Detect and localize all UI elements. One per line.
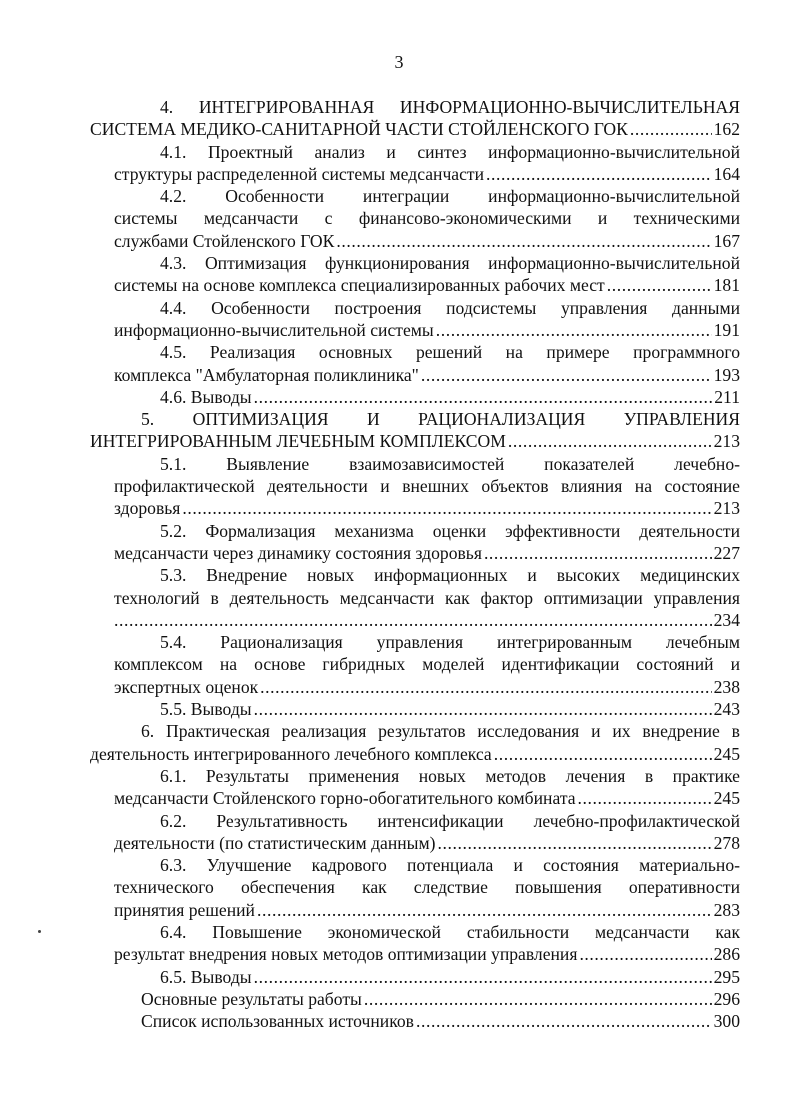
toc-page: 213	[713, 431, 740, 452]
toc-title: экспертных оценок	[114, 676, 259, 697]
toc-line: 4.1. Проектный анализ и синтез информационно-вычислительной	[160, 141, 740, 162]
toc-page: 191	[713, 319, 740, 340]
toc-page: 227	[713, 542, 740, 563]
toc-page: 283	[713, 899, 740, 920]
toc-line-last	[114, 787, 740, 809]
toc-line-last	[90, 430, 740, 452]
toc-page: 211	[714, 386, 740, 407]
leader-dots	[114, 609, 712, 631]
toc-line-last	[114, 163, 740, 185]
toc-entry	[114, 698, 740, 720]
leader-dots	[578, 787, 712, 809]
toc-line-last	[114, 542, 740, 564]
leader-dots	[254, 966, 712, 988]
leader-dots	[630, 118, 712, 140]
toc-title: службами Стойленского ГОК	[114, 230, 335, 251]
toc-line-last	[114, 386, 740, 408]
toc-title: информационно-вычислительной системы	[114, 319, 434, 340]
toc-line: 5.3. Внедрение новых информационных и высоких медицинских	[160, 565, 740, 586]
toc-page: 243	[713, 699, 740, 720]
toc-line-last	[90, 118, 740, 140]
toc-line: 6.4. Повышение экономической стабильности медсанчасти как	[160, 921, 740, 942]
toc-title: ИНТЕГРИРОВАННЫМ ЛЕЧЕБНЫМ КОМПЛЕКСОМ	[90, 431, 506, 452]
toc-entry	[114, 966, 740, 988]
toc-line: 4.2. Особенности интеграции информационно-вычислительной	[160, 186, 740, 207]
toc-line-last	[114, 676, 740, 698]
toc-title: результат внедрения новых методов оптимизации управления	[114, 944, 578, 965]
toc-page: 234	[713, 609, 740, 630]
toc-line: технического обеспечения как следствие повышения оперативности	[114, 877, 740, 898]
toc-line-last	[114, 274, 740, 296]
toc-line-last	[114, 988, 740, 1010]
toc-title: 6.5. Выводы	[160, 966, 252, 987]
toc-title: медсанчасти Стойленского горно-обогатительного комбината	[114, 788, 576, 809]
toc-page: 213	[713, 498, 740, 519]
toc-entry	[114, 988, 740, 1010]
toc-line-last	[114, 230, 740, 252]
table-of-contents	[90, 96, 740, 1032]
toc-entry	[114, 564, 740, 631]
toc-page: 167	[713, 230, 740, 251]
toc-title: медсанчасти через динамику состояния здоровья	[114, 542, 482, 563]
toc-title: структуры распределенной системы медсанчасти	[114, 163, 485, 184]
page-number: 3	[394, 52, 404, 72]
toc-line: 4. ИНТЕГРИРОВАННАЯ ИНФОРМАЦИОННО-ВЫЧИСЛИТЕЛЬНАЯ	[160, 97, 740, 117]
leader-dots	[484, 542, 712, 564]
toc-entry	[114, 810, 740, 855]
toc-entry	[114, 854, 740, 921]
toc-entry	[114, 1010, 740, 1032]
leader-dots	[486, 163, 712, 185]
toc-line-last	[114, 832, 740, 854]
toc-page: 295	[713, 966, 740, 987]
toc-entry	[90, 96, 740, 141]
toc-page: 286	[713, 944, 740, 965]
toc-line: профилактической деятельности и внешних объектов влияния на состояние	[114, 476, 740, 497]
leader-dots	[254, 698, 712, 720]
toc-line-last	[114, 943, 740, 965]
toc-line-last	[114, 698, 740, 720]
toc-entry	[114, 386, 740, 408]
toc-line-last	[114, 319, 740, 341]
toc-title: 5.5. Выводы	[160, 699, 252, 720]
toc-page: 296	[713, 988, 740, 1009]
toc-entry	[114, 252, 740, 297]
scan-speck	[38, 930, 41, 933]
leader-dots	[336, 230, 711, 252]
toc-entry	[114, 631, 740, 698]
toc-entry	[114, 141, 740, 186]
toc-line: 5.4. Рационализация управления интегрированным лечебным	[160, 632, 740, 653]
toc-entry	[90, 720, 740, 765]
toc-line: системы медсанчасти с финансово-экономическими и техническими	[114, 208, 740, 229]
toc-line: 5. ОПТИМИЗАЦИЯ И РАЦИОНАЛИЗАЦИЯ УПРАВЛЕНИЯ	[141, 409, 740, 430]
toc-page: 238	[713, 676, 740, 697]
toc-title: СИСТЕМА МЕДИКО-САНИТАРНОЙ ЧАСТИ СТОЙЛЕНСКОГО ГОК	[90, 119, 628, 140]
toc-title: системы на основе комплекса специализированных рабочих мест	[114, 275, 605, 296]
toc-line: 5.2. Формализация механизма оценки эффективности деятельности	[160, 520, 740, 541]
toc-page: 278	[713, 832, 740, 853]
leader-dots	[421, 364, 712, 386]
toc-line: 6.2. Результативность интенсификации лечебно-профилактической	[160, 810, 740, 831]
toc-entry	[114, 520, 740, 565]
toc-entry	[114, 453, 740, 520]
toc-line-last	[114, 899, 740, 921]
leader-dots	[260, 676, 711, 698]
toc-entry	[114, 921, 740, 966]
toc-title: 4.6. Выводы	[160, 386, 252, 407]
toc-title: деятельность интегрированного лечебного комплекса	[90, 743, 492, 764]
toc-entry	[114, 341, 740, 386]
toc-line: технологий в деятельность медсанчасти как фактор оптимизации управления	[114, 587, 740, 608]
leader-dots	[254, 386, 713, 408]
leader-dots	[607, 274, 712, 296]
toc-line: 6.3. Улучшение кадрового потенциала и состояния материально-	[160, 855, 740, 876]
toc-line: 4.3. Оптимизация функционирования информационно-вычислительной	[160, 253, 740, 274]
leader-dots	[416, 1010, 712, 1032]
toc-title: Основные результаты работы	[141, 988, 362, 1009]
toc-line-last	[90, 743, 740, 765]
toc-page: 181	[713, 275, 740, 296]
toc-entry	[114, 297, 740, 342]
leader-dots	[364, 988, 712, 1010]
toc-page: 245	[713, 743, 740, 764]
toc-entry	[114, 765, 740, 810]
leader-dots	[257, 899, 712, 921]
toc-line-last	[114, 966, 740, 988]
toc-page: 300	[713, 1011, 740, 1032]
toc-title: комплекса "Амбулаторная поликлиника"	[114, 364, 419, 385]
leader-dots	[436, 319, 712, 341]
toc-line-last	[114, 609, 740, 631]
leader-dots	[579, 943, 711, 965]
toc-title: здоровья	[114, 498, 181, 519]
toc-page: 164	[713, 163, 740, 184]
toc-line-last	[114, 1010, 740, 1032]
leader-dots	[508, 430, 712, 452]
toc-title: Список использованных источников	[141, 1011, 414, 1032]
toc-line: комплексом на основе гибридных моделей идентификации состояний и	[114, 654, 740, 675]
toc-line: 6.1. Результаты применения новых методов лечения в практике	[160, 765, 740, 786]
toc-page: 193	[713, 364, 740, 385]
toc-title: деятельности (по статистическим данным)	[114, 832, 436, 853]
toc-page: 245	[713, 788, 740, 809]
toc-title: принятия решений	[114, 899, 255, 920]
leader-dots	[437, 832, 711, 854]
toc-page: 162	[713, 119, 740, 140]
toc-line: 4.5. Реализация основных решений на примере программного	[160, 342, 740, 363]
toc-line: 4.4. Особенности построения подсистемы управления данными	[160, 297, 740, 318]
toc-entry	[90, 408, 740, 453]
toc-entry	[114, 185, 740, 252]
leader-dots	[182, 497, 711, 519]
toc-line: 5.1. Выявление взаимозависимостей показателей лечебно-	[160, 453, 740, 474]
toc-line-last	[114, 364, 740, 386]
toc-line: 6. Практическая реализация результатов исследования и их внедрение в	[141, 721, 740, 742]
leader-dots	[494, 743, 712, 765]
toc-line-last	[114, 497, 740, 519]
